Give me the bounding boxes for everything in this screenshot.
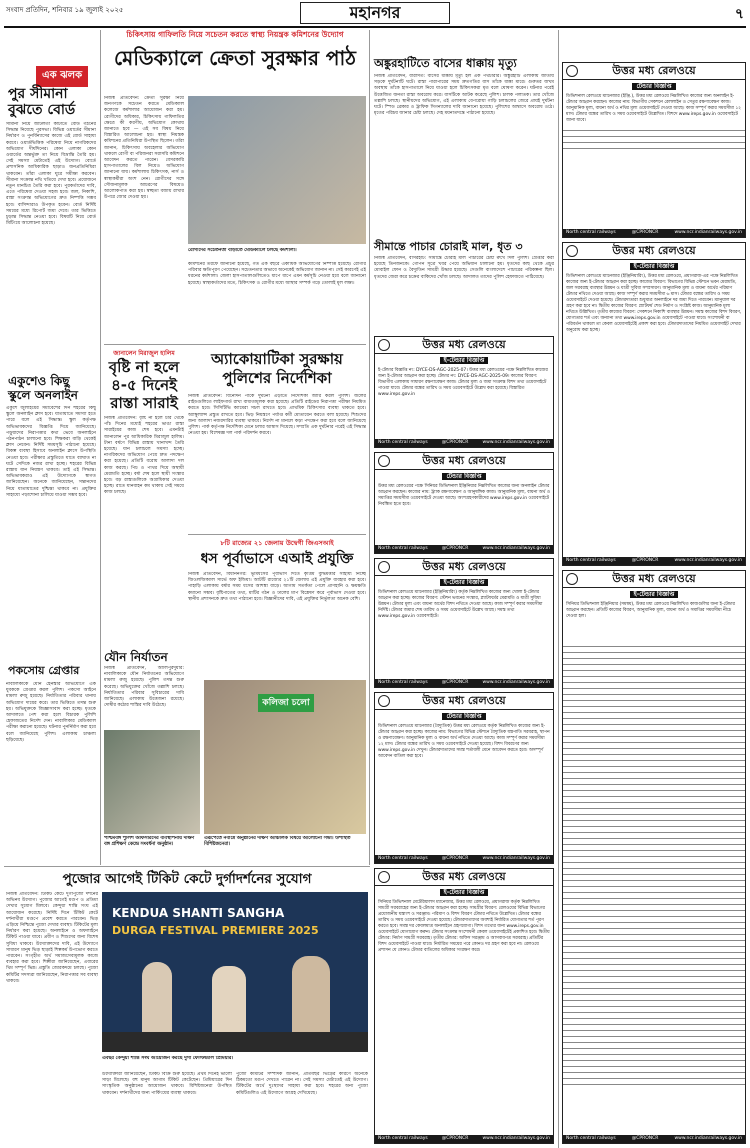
- ad-railway-name: উত্তর মধ্য রেলওয়ে: [422, 337, 506, 351]
- railway-logo-icon: [566, 65, 578, 77]
- ad-tender-label: টেন্ডার বিজ্ঞপ্তি: [442, 473, 485, 480]
- person-figure: [142, 962, 172, 1032]
- railway-ad-7: [562, 570, 746, 1144]
- h-divider: [4, 866, 370, 867]
- dhos-body: নিজস্ব প্রতিবেদন, বিধাননগর: ভূমিধসের পূর্বাভাস দিতে কৃত্রিম বুদ্ধিমত্তার সাহায্য নিচ্ছে জিওলজিক্যাল সার্ভে অফ ইন্ডিয়া। আটটি রাজ্যের ২১টি জেলায় এই প্রযুক্তি ব্যবহার করা হবে। পাহাড়ি এলাকায় বর্ষার সময় ধসের আশঙ্কা বাড়ে। আগাম সতর্কতা পেলে প্রাণহানি ও ক্ষয়ক্ষতি কমানো সম্ভব। বৃষ্টিপাতের তথ্য, মাটির গঠন ও ঢালের মাপ বিশ্লেষণ করে পূর্বাভাস দেওয়া হবে। স্থানীয় প্রশাসনকে দ্রুত তথ্য পাঠানো হবে। বিজ্ঞানীদের দাবি, এই প্রযুক্তির নির্ভুলতা অনেক বেশি।: [188, 572, 366, 602]
- railway-logo-icon: [378, 339, 390, 351]
- assault-body: নিজস্ব প্রতিবেদন, আলিপুরদুয়ার: নাবালিকাকে যৌন নির্যাতনের অভিযোগে মামলা রুজু হয়েছে। পুলিশ তদন্ত শুরু করেছে। অভিযুক্তের খোঁজে তল্লাশি চলছে। নির্যাতিতার পরিবার সুবিচারের দাবি জানিয়েছে। এলাকায় উত্তেজনা রয়েছে। দোষীর কঠোর শাস্তির দাবি উঠেছে।: [104, 666, 184, 709]
- ad-body: সিনিয়র ডিভিশনাল মেটেরিয়ালস ম্যানেজার, উত্তর মধ্য রেলওয়ে, প্রয়াগরাজ কর্তৃক নিম্নলিখিত সামগ্রী সরবরাহের জন্য ই-টেন্ডার আহ্বান করা হচ্ছে। সামগ্রীর বিবরণ: রেলওয়ের বিভিন্ন বিভাগের প্রয়োজনীয় যন্ত্রাংশ ও সরঞ্জাম। পরিমাণ ও বিশদ বিবরণ টেন্ডার নথিতে উল্লেখিত। টেন্ডার বন্ধের তারিখ ও সময় ওয়েবসাইটে দেওয়া হয়েছে। টেন্ডারদাতাদের অবশ্যই নির্ধারিত যোগ্যতার শর্ত পূরণ করতে হবে। সমস্ত দর কেবলমাত্র অনলাইনে গ্রহণযোগ্য। বিশদ তথ্যের জন্য www.ireps.gov.in ওয়েবসাইটে যোগাযোগ করুন। টেন্ডার সংক্রান্ত সংশোধনী কেবল ওয়েবসাইটেই প্রকাশিত হবে। দ্বিতীয় টেন্ডার: নির্মাণ সামগ্রী সরবরাহ। তৃতীয় টেন্ডার: অফিস সরঞ্জাম ও আসবাবপত্র সরবরাহ। প্রতিটির বিশদ ওয়েবসাইটে পাওয়া যাবে। নির্ধারিত সময়ের পরে কোনও দর গ্রহণ করা হবে না। রেলওয়ে প্রশাসন যে কোনও টেন্ডার বাতিলের অধিকার সংরক্ষণ করে।: [378, 900, 550, 953]
- main-title: মেডিক্যালে ক্রেতা সুরক্ষার পাঠ: [113, 46, 356, 70]
- ad-body: ই-টেন্ডার বিজ্ঞপ্তি নং: DYCE-DS-AGC-2025-07। উত্তর মধ্য রেলওয়ের পক্ষে নিম্নলিখিত কাজের জন্য ই-টেন্ডার আহ্বান করা হচ্ছে। টেন্ডার নং: DYCE-DS-AGC-2025-09। কাজের বিবরণ: বিভাগীয় এলাকায় সাধারণ রক্ষণাবেক্ষণ কাজ। টেন্ডার মূল্য ও জমা সংক্রান্ত বিশদ তথ্য ওয়েবসাইটে পাওয়া যাবে। টেন্ডার বন্ধের তারিখ ও সময় ওয়েবসাইটে উল্লেখ করা হয়েছে। বিস্তারিত www.ireps.gov.in: [378, 368, 548, 397]
- ad-footer-site: www.ncr.indianrailways.gov.in: [674, 1136, 742, 1141]
- story2-title-line2: স্কুলে অনলাইন: [8, 388, 78, 402]
- aquatica-title-line1: অ্যাকোয়াটিকা সুরক্ষায়: [211, 350, 343, 368]
- rain-title: [104, 358, 184, 412]
- rain-kicker: জানালেন মিরাজুল হালিম: [113, 350, 175, 357]
- railway-logo-icon: [378, 871, 390, 883]
- ad-railway-name: উত্তর মধ্য রেলওয়ে: [422, 693, 506, 707]
- puja-body-col3: পুজো কমিটির সম্পাদক জানান, প্রতিবছর ভিড়ের কারণে অনেকে ঠিকমতো মণ্ডপ দেখতে পারেন না। সেই সমস্যা মেটাতেই এই উদ্যোগ। টিকিটের অর্থে দুঃস্থদের সাহায্য করা হবে। শহরের অন্য পুজো কমিটিগুলিও এই উদ্যোগে আগ্রহ দেখিয়েছে।: [236, 1072, 368, 1096]
- ad-railway-name: উত্তর মধ্য রেলওয়ে: [612, 571, 696, 585]
- banner-sign: কলিজা চলো: [258, 694, 314, 712]
- puja-banner-line1: KENDUA SHANTI SANGHA: [112, 906, 285, 920]
- puja-body-col2: উদ্যোক্তারা জানিয়েছেন, টিকিট বিক্রি শুরু হয়েছে। প্রথম দিনেই ভালো সাড়া মিলেছে। বহু মানুষ আগাম টিকিট কেটেছেন। প্রিমিয়ারের দিন সাংস্কৃতিক অনুষ্ঠানের আয়োজন থাকবে। বিশিষ্টজনেরা উপস্থিত থাকবেন। দর্শনার্থীদের জন্য পার্কিংয়ের ব্যবস্থা থাকবে।: [102, 1072, 232, 1096]
- column-divider: [100, 30, 101, 865]
- puja-title: পুজোর আগেই টিকিট কেটে দুর্গাদর্শনের সুযোগ: [62, 871, 312, 887]
- ad-footer-site: www.ncr.indianrailways.gov.in: [482, 440, 550, 445]
- h-divider: [188, 534, 366, 535]
- railway-logo-icon: [378, 455, 390, 467]
- ad-etender-label: ই-টেন্ডার বিজ্ঞপ্তি: [440, 889, 489, 896]
- assault-title: যৌন নির্যাতন: [104, 650, 168, 664]
- ad-footer-handle: @CPRONCR: [441, 546, 469, 551]
- page-meta: সংবাদ প্রতিদিন, শনিবার ১৯ জুলাই ২০২৫: [6, 6, 124, 14]
- ad-etender-label: ই-টেন্ডার বিজ্ঞপ্তি: [440, 357, 489, 364]
- ad-railway-name: উত্তর মধ্য রেলওয়ে: [422, 559, 506, 573]
- ad-footer-left: North central railways: [378, 1136, 428, 1141]
- ad-footer-left: North central railways: [566, 558, 616, 563]
- section-title: মহানগর: [300, 2, 450, 24]
- puja-banner-line2: DURGA FESTIVAL PREMIERE 2025: [112, 924, 319, 937]
- left-photo-caption: পশ্চিমবঙ্গ পুলিশ অফিসারদের ব্যবস্থাপনায় দক্ষিণ বঙ্গ প্রশিক্ষণ কেন্দ্রে সংবর্ধনা অনুষ্ঠান।: [104, 836, 195, 847]
- ad-footer-left: North central railways: [566, 1136, 616, 1141]
- main-body-col2: কমিশনের তরফে জানানো হয়েছে, গত এক বছরে একাধিক অভিযোগের নিষ্পত্তি হয়েছে। রোগীর পরিবার ক্ষতিপূরণ পেয়েছেন। সচেতনতার অভাবে অনেকেই অভিযোগ জানান না। সেই কারণেই এই ধরনের কর্মশালা। জেলা হাসপাতালগুলিতেও ধাপে ধাপে এমন কর্মসূচি নেওয়া হবে বলে জানানো হয়েছে। স্বাস্থ্যকর্তাদের মতে, চিকিৎসক ও রোগীর মধ্যে আস্থার সম্পর্ক গড়ে তোলাই মূল লক্ষ্য।: [188, 262, 366, 286]
- dhos-title: ধস পূর্বাভাসে এআই প্রযুক্তি: [200, 551, 354, 567]
- aquatica-body: নিজস্ব প্রতিবেদন: বিনোদন পার্কে দুর্ঘটনা এড়াতে নির্দেশিকা জারি করল পুলিশ। জলের রাইডগুলিতে লাইফগার্ড রাখা বাধ্যতামূলক করা হয়েছে। প্রতিটি রাইডের নিরাপত্তা পরীক্ষা নিয়মিত করতে হবে। সিসিটিভি ক্যামেরা সচল রাখতে হবে। প্রাথমিক চিকিৎসার ব্যবস্থা থাকতে হবে। অ্যাম্বুল্যান্স প্রস্তুত রাখতে হবে। ভিড় নিয়ন্ত্রণে পর্যাপ্ত কর্মী মোতায়েন করতে বলা হয়েছে। শিশুদের জন্য আলাদা নজরদারির ব্যবস্থা থাকবে। নির্দেশ না মানলে কড়া পদক্ষেপ করা হবে বলে জানিয়েছে পুলিশ। পার্ক কর্তৃপক্ষ নির্দেশিকা মেনে চলার আশ্বাস দিয়েছে। সম্প্রতি এক দুর্ঘটনার পরেই এই সিদ্ধান্ত নেওয়া হয়। বিশেষজ্ঞ দল পার্ক পরিদর্শন করবে।: [188, 394, 366, 437]
- rain-title-line1: বৃষ্টি না হলে: [108, 358, 180, 376]
- top-center-title: অঙ্কুরহাটিতে বাসের ধাক্কায় মৃত্যু: [374, 56, 517, 70]
- person-figure: [292, 956, 330, 1032]
- ad-footer-site: www.ncr.indianrailways.gov.in: [482, 680, 550, 685]
- railway-ad-6: [562, 242, 746, 566]
- railway-ad-8: [374, 868, 554, 1144]
- ad-footer-handle: @CPRONCR: [441, 856, 469, 861]
- ad-footer-handle: @CPRONCR: [441, 1136, 469, 1141]
- story2-body: একুশে জুলাইয়ের সমাবেশের দিন শহরের কিছু স্কুলে অনলাইন ক্লাস হবে। যাতায়াতে সমস্যা হতে পারে বলে এই সিদ্ধান্ত। স্কুল কর্তৃপক্ষ অভিভাবকদের বিজ্ঞপ্তি দিয়ে জানিয়েছে। পড়ুয়াদের নিরাপত্তার কথা ভেবে অনলাইনে পঠনপাঠন চালানো হবে। শিক্ষকরা বাড়ি থেকেই ক্লাস নেবেন। নির্দিষ্ট সময়সূচি পাঠানো হয়েছে। বিকল্প ব্যবস্থা হিসাবে অনলাইন ক্লাসে উপস্থিতি নেওয়া হবে। পরীক্ষার প্রস্তুতিতে যাতে ব্যাঘাত না ঘটে সেদিকে নজর রাখা হচ্ছে। শহরের বিভিন্ন রাস্তায় যান নিয়ন্ত্রণ থাকবে। তাই এই সিদ্ধান্ত। অভিভাবকরাও এই উদ্যোগকে স্বাগত জানিয়েছেন। অনেকে জানিয়েছেন, সন্তানদের নিয়ে যাতায়াতের দুশ্চিন্তা থাকবে না। প্রযুক্তির সাহায্যে পড়াশোনা চালিয়ে যাওয়া সম্ভব হবে।: [6, 406, 96, 498]
- ad-body: ডিভিশনাল রেলওয়ে ম্যানেজার (বৈদ্যুতিক) উত্তর মধ্য রেলওয়ে কর্তৃক নিম্নলিখিত কাজের জন্য ই-টেন্ডার আহ্বান করা হচ্ছে। কাজের নাম: বিভাগের বিভিন্ন স্টেশনে বৈদ্যুতিক যন্ত্রপাতি সরবরাহ, স্থাপন ও রক্ষণাবেক্ষণ। আনুমানিক মূল্য ও বায়না অর্থ নথিতে দেওয়া আছে। কাজ সম্পূর্ণ করার সময়সীমা ১২ মাস। টেন্ডার বন্ধের তারিখ ও সময় ওয়েবসাইটে দেওয়া হয়েছে। বিশদ বিবরণের জন্য www.ireps.gov.in দেখুন। টেন্ডারদাতাদের সমস্ত শর্তাবলী মেনে আবেদন করতে হবে। অসম্পূর্ণ আবেদন বাতিল করা হবে।: [378, 724, 550, 759]
- ad-footer-site: www.ncr.indianrailways.gov.in: [482, 1136, 550, 1141]
- aquatica-title-line2: পুলিশের নির্দেশিকা: [222, 369, 332, 387]
- header-rule: [4, 26, 746, 28]
- ad-etender-label: ই-টেন্ডার বিজ্ঞপ্তি: [440, 579, 489, 586]
- column-divider: [369, 30, 370, 865]
- rain-title-line2: ৪-৫ দিনেই: [111, 376, 177, 394]
- ad-body: উত্তর মধ্য রেলওয়ের পক্ষে সিনিয়র ডিভিশনাল ইঞ্জিনিয়ার নিম্নলিখিত কাজের জন্য অনলাইন টেন্ডার আহ্বান করছেন। কাজের নাম: ট্র্যাক রক্ষণাবেক্ষণ ও আনুষঙ্গিক কাজ। আনুমানিক মূল্য, বায়না অর্থ ও সমাপ্তির সময়সীমা ওয়েবসাইটে দেওয়া আছে। অংশগ্রহণকারীদের www.ireps.gov.in ওয়েবসাইটে নিবন্ধিত হতে হবে।: [378, 484, 551, 507]
- ad-footer-handle: @CPRONCR: [631, 558, 659, 563]
- story2-title-line1: একুশেও কিছু: [8, 374, 70, 388]
- ad-railway-name: উত্তর মধ্য রেলওয়ে: [422, 869, 506, 883]
- story3-title: পকসোয় গ্রেপ্তার: [8, 664, 80, 677]
- ad-railway-name: উত্তর মধ্য রেলওয়ে: [612, 243, 696, 257]
- page-number: ৭: [734, 6, 744, 22]
- ad-footer-handle: @CPRONCR: [441, 440, 469, 445]
- ad-footer-site: www.ncr.indianrailways.gov.in: [674, 558, 742, 563]
- ad-railway-name: উত্তর মধ্য রেলওয়ে: [422, 453, 506, 467]
- story1-body: সীমানা নিয়ে জটিলতা কাটাতে বোর্ড গঠনের সিদ্ধান্ত নিয়েছে পুরসভা। বিভিন্ন ওয়ার্ডের সীমানা নির্ধারণ ও পুনর্বিন্যাসের কাজে এই বোর্ড সাহায্য করবে। ওয়ার্ডভিত্তিক পরিষেবা নিয়ে নাগরিকদের অভিযোগ দীর্ঘদিনের। কোন এলাকা কোন ওয়ার্ডের অন্তর্ভুক্ত তা নিয়ে বিভ্রান্তি তৈরি হয়। সেই সমস্যা মেটাতেই এই উদ্যোগ। বোর্ডে প্রশাসনিক আধিকারিক ছাড়াও জনপ্রতিনিধিরা থাকবেন। তাঁরা এলাকা ঘুরে সমীক্ষা করবেন। সীমানা সংক্রান্ত নথি খতিয়ে দেখা হবে। প্রয়োজনে নতুন মানচিত্র তৈরি করা হবে। পুরকর্তাদের দাবি, এতে পরিষেবা দেওয়া সহজ হবে। জল, নিকাশি, রাস্তা সংক্রান্ত অভিযোগের দ্রুত নিষ্পত্তি সম্ভব হবে। বাসিন্দারাও উপকৃত হবেন। বোর্ড নির্দিষ্ট সময়ের মধ্যে রিপোর্ট জমা দেবে। তার ভিত্তিতে চূড়ান্ত সিদ্ধান্ত নেওয়া হবে। বিষয়টি নিয়ে বোর্ড মিটিংয়ে আলোচনা হয়েছে।: [6, 122, 96, 227]
- story1-title-line1: পুর সীমানা: [8, 86, 68, 102]
- story1-title: [8, 86, 75, 118]
- h-divider: [104, 344, 366, 345]
- person-figure: [212, 966, 246, 1032]
- ad-body: ডিভিশনাল রেলওয়ে ম্যানেজার (ইঞ্জিনিয়ারিং), উত্তর মধ্য রেলওয়ে, প্রয়াগরাজ-এর পক্ষে নিম্নলিখিত কাজের জন্য ই-টেন্ডার আহ্বান করা হচ্ছে। কাজের বিবরণ: বিভাগের বিভিন্ন স্টেশনে ভবন মেরামতি, জল সরবরাহ ব্যবস্থার উন্নয়ন ও যাত্রী সুবিধা সম্প্রসারণ। আনুমানিক মূল্য ও বায়না অর্থের পরিমাণ টেন্ডার নথিতে দেওয়া আছে। কাজ সম্পূর্ণ করার সময়সীমা ৬ মাস। টেন্ডার বন্ধের তারিখ ও সময় ওয়েবসাইটে দেওয়া হয়েছে। টেন্ডারদাতারা শুধুমাত্র অনলাইনে দর জমা দিতে পারবেন। ম্যানুয়াল দর গ্রহণ করা হবে না। দ্বিতীয় কাজের বিবরণ: প্ল্যাটফর্ম শেড নির্মাণ ও সংশ্লিষ্ট কাজ। আনুমানিক মূল্য নথিতে উল্লিখিত। তৃতীয় কাজের বিবরণ: সেকশনে নিকাশি ব্যবস্থার উন্নয়ন। সমস্ত কাজের বিশদ বিবরণ, যোগ্যতার শর্ত এবং অন্যান্য তথ্য www.ireps.gov.in ওয়েবসাইটে পাওয়া যাবে। সংশোধনী বা পরিবর্তন থাকলে তা কেবল ওয়েবসাইটেই প্রকাশ করা হবে। টেন্ডারদাতাদের নিয়মিত ওয়েবসাইট দেখার অনুরোধ করা হচ্ছে।: [566, 274, 742, 333]
- ad-footer-left: North central railways: [378, 680, 428, 685]
- right-photo-caption: এরূপেতে নবান্নে অনুষ্ঠানের দক্ষিণ আঞ্চলিক বিষয়ে আলোচনা সভা। উপস্থিত বিশিষ্টজনেরা।: [204, 836, 351, 847]
- ad-footer-site: www.ncr.indianrailways.gov.in: [674, 230, 742, 235]
- ad-etender-label: ই-টেন্ডার বিজ্ঞপ্তি: [630, 591, 679, 598]
- ad-footer-left: North central railways: [566, 230, 616, 235]
- railway-logo-icon: [378, 695, 390, 707]
- railway-ad-5: [562, 62, 746, 238]
- dhos-kicker: ৮টি রাজ্যের ২১ জেলায় উদ্বেগী জিএসআই: [220, 539, 334, 547]
- story2-title: [8, 374, 78, 402]
- railway-ad-2: [374, 452, 554, 554]
- smuggling-title: সীমান্তে পাচার চোরাই মাল, ধৃত ৩: [374, 240, 523, 253]
- aquatica-title: [188, 350, 366, 388]
- puja-photo-caption: এবছর কেন্দুয়া শান্তি সংঘ আয়োজন করছে দুর্গা ফেস্টিভ্যাল প্রিমিয়ার।: [102, 1056, 234, 1061]
- puja-body-col1: নিজস্ব প্রতিবেদন: টিকিট কেটে দুর্গাপুজো দর্শনের অভিনব উদ্যোগ। পুজোর আগেই মণ্ডপ ও প্রতিমা দেখার সুযোগ মিলবে। কেন্দুয়া শান্তি সংঘ এই আয়োজন করেছে। নির্দিষ্ট দিনে টিকিট কেটে দর্শনার্থীরা মণ্ডপে প্রবেশ করতে পারবেন। ভিড় এড়িয়ে নিশ্চিন্তে পুজো দেখার ব্যবস্থা। টিকিটের মূল্য নির্ধারণ করা হয়েছে। অনলাইনে ও অফলাইনে টিকিট পাওয়া যাবে। প্রবীণ ও শিশুদের জন্য বিশেষ সুবিধা থাকবে। উদ্যোক্তাদের দাবি, এই উদ্যোগে সাধারণ মানুষ ভিড় ছাড়াই শিল্পকর্ম উপভোগ করতে পারবেন। সংগৃহীত অর্থ সমাজসেবামূলক কাজে ব্যবহার করা হবে। শিল্পীরা জানিয়েছেন, এবারের থিম সম্পূর্ণ ভিন্ন। প্রস্তুতি জোরকদমে চলছে। পুজো কমিটির সদস্যরা জানিয়েছেন, নিরাপত্তার সব ব্যবস্থা থাকবে।: [6, 892, 98, 984]
- ad-footer-handle: @CPRONCR: [631, 230, 659, 235]
- top-center-body: নিজস্ব প্রতিবেদন, বারাসত: বাসের ধাক্কায় মৃত্যু হল এক পথচারীর। অঙ্কুরহাটি এলাকায় জাতীয় সড়কে দুর্ঘটনাটি ঘটে। রাস্তা পারাপারের সময় দ্রুতগতির বাস তাঁকে ধাক্কা মারে। গুরুতর জখম অবস্থায় তাঁকে হাসপাতালে নিয়ে যাওয়া হলে চিকিৎসকরা মৃত বলে ঘোষণা করেন। ঘটনার পরেই উত্তেজিত জনতা রাস্তা অবরোধ করে। বাসটিকে আটক করেছে পুলিশ। চালক পলাতক। তার খোঁজে তল্লাশি চলছে। স্থানীয়দের অভিযোগ, এই এলাকায় বেপরোয়া গাড়ি চলাচলের জেরে প্রায়ই দুর্ঘটনা ঘটে। স্পিড ব্রেকার ও ট্রাফিক সিগন্যালের দাবি জানানো হয়েছে। পুলিশের আশ্বাসে অবরোধ ওঠে। মৃতের পরিচয় জানার চেষ্টা চলছে। দেহ ময়নাতদন্তে পাঠানো হয়েছে।: [374, 74, 554, 117]
- ad-body: ডিভিশনাল রেলওয়ে ম্যানেজার (ইঞ্জি.), উত্তর মধ্য রেলওয়ে নিম্নলিখিত কাজের জন্য অনলাইন ই-টেন্ডার আহ্বান করছেন। কাজের নাম: বিভাগীয় সেকশনে রেললাইন ও সেতুর রক্ষণাবেক্ষণ কাজ। আনুমানিক মূল্য, বায়না অর্থ ও নথির মূল্য ওয়েবসাইটে দেওয়া আছে। কাজ সম্পূর্ণ করার সময়সীমা ১২ মাস। টেন্ডার বন্ধের তারিখ ও সময় ওয়েবসাইটে উল্লেখিত। বিশদে www.ireps.gov.in ওয়েবসাইটে জানা যাবে।: [566, 94, 742, 123]
- ek-jhalak-tag: এক ঝলক: [36, 66, 88, 87]
- main-kicker: চিকিৎসায় গাফিলতি নিয়ে সচেতন করতে স্বাস্থ্য নিয়ন্ত্রক কমিশনের উদ্যোগ: [126, 30, 344, 39]
- railway-logo-icon: [378, 561, 390, 573]
- railway-ad-4: [374, 692, 554, 864]
- ad-tender-label: টেন্ডার বিজ্ঞপ্তি: [632, 83, 675, 90]
- main-body-col1: নিজস্ব প্রতিবেদন: ক্রেতা সুরক্ষা নিয়ে জনগণকে সচেতন করতে মেডিক্যাল কলেজে কর্মশালার আয়োজন করা হয়। রোগীদের অধিকার, চিকিৎসায় গাফিলতির ক্ষেত্রে কী করণীয়, অভিযোগ কোথায় জানাতে হবে — এই সব বিষয় নিয়ে বিস্তারিত আলোচনা হয়। স্বাস্থ্য নিয়ন্ত্রক কমিশনের প্রতিনিধিরা উপস্থিত ছিলেন। তাঁরা জানান, চিকিৎসায় অবহেলার অভিযোগ থাকলে রোগী বা পরিজনরা সরাসরি কমিশনে আবেদন করতে পারেন। বেসরকারি হাসপাতালের বিল নিয়েও অভিযোগ জানানো যায়। কর্মশালায় চিকিৎসক, নার্স ও স্বাস্থ্যকর্মীরা অংশ নেন। রোগীদের সঙ্গে সৌজন্যমূলক আচরণের বিষয়েও আলোকপাত করা হয়। স্বচ্ছতা বজায় রাখার উপরে জোর দেওয়া হয়।: [104, 96, 184, 201]
- ad-body: ডিভিশনাল রেলওয়ে ম্যানেজার (ইঞ্জিনিয়ারিং) কর্তৃক নিম্নলিখিত কাজের জন্য খোলা ই-টেন্ডার আহ্বান করা হচ্ছে। কাজের বিবরণ: স্টেশন ভবনের সংস্কার, প্ল্যাটফর্মের মেরামতি ও যাত্রী সুবিধা উন্নয়ন। টেন্ডার মূল্য এবং বায়না অর্থের বিশদ নথিতে দেওয়া আছে। কাজ সম্পূর্ণ করার সময়সীমা নির্দিষ্ট। টেন্ডার জমার শেষ তারিখ ও সময় ওয়েবসাইটে উল্লেখ আছে। সমস্ত তথ্য www.ireps.gov.in ওয়েবসাইটে।: [378, 590, 543, 619]
- smuggling-body: নিজস্ব প্রতিবেদন, বসিরহাট: সীমান্তে চোরাই মাল পাচারের চেষ্টা রুখে দিল পুলিশ। গ্রেপ্তার করা হয়েছে তিনজনকে। গোপন সূত্রে খবর পেয়ে অভিযান চালানো হয়। ধৃতদের কাছ থেকে প্রচুর মোবাইল ফোন ও বৈদ্যুতিন সামগ্রী উদ্ধার হয়েছে। সেগুলি বাংলাদেশে পাচারের পরিকল্পনা ছিল। ধৃতদের জেরা করে চক্রের বাকিদের খোঁজ চলছে। আদালত তাদের পুলিশ হেফাজতে পাঠিয়েছে।: [374, 256, 554, 280]
- railway-logo-icon: [566, 245, 578, 257]
- ad-etender-label: ই-টেন্ডার বিজ্ঞপ্তি: [630, 263, 679, 270]
- railway-ad-3: [374, 558, 554, 688]
- puja-banner-photo: [102, 892, 368, 1052]
- story3-body: নাবালিকাকে যৌন হেনস্তার অভিযোগে এক যুবককে গ্রেপ্তার করল পুলিশ। পকসো আইনে মামলা রুজু হয়েছে। নির্যাতিতার পরিবার থানায় অভিযোগ দায়ের করে। তার ভিত্তিতে তদন্ত শুরু হয়। অভিযুক্তকে জিজ্ঞাসাবাদ করা হচ্ছে। ধৃতকে আদালতে পেশ করা হলে বিচারক পুলিশি হেফাজতের নির্দেশ দেন। নাবালিকার মেডিক্যাল পরীক্ষা করানো হয়েছে। ঘটনার পুনর্নির্মাণ করা হবে বলে জানিয়েছে পুলিশ। এলাকায় চাঞ্চল্য ছড়িয়েছে।: [6, 682, 96, 743]
- ad-footer-handle: @CPRONCR: [631, 1136, 659, 1141]
- ad-footer-site: www.ncr.indianrailways.gov.in: [482, 546, 550, 551]
- column-divider: [558, 30, 559, 1148]
- table-bar: [102, 1032, 368, 1052]
- main-photo-caption: রোগীদের সচেতনতা বাড়াতে মেডিক্যালে চলছে কর্মশালা।: [188, 248, 297, 253]
- ad-footer-left: North central railways: [378, 546, 428, 551]
- rain-title-line3: রাস্তা সারাই: [110, 394, 178, 412]
- railway-logo-icon: [566, 573, 578, 585]
- rain-body: নিজস্ব প্রতিবেদন: বৃষ্টি না হলে চার থেকে পাঁচ দিনের মধ্যেই শহরের ভাঙা রাস্তা সারাইয়ের কাজ শেষ হবে। এমনটাই জানালেন পুর আধিকারিক মিরাজুল হালিম। টানা বর্ষণে বিভিন্ন রাস্তায় খানাখন্দ তৈরি হয়েছে। যান চলাচলে সমস্যা হচ্ছে। নাগরিকদের অভিযোগ পেয়ে দ্রুত পদক্ষেপ করা হয়েছে। প্রতিটি বরোয় আলাদা দল কাজ করছে। পিচ ও পাথর দিয়ে অস্থায়ী মেরামতি হচ্ছে। বর্ষা শেষ হলে স্থায়ী সংস্কার হবে। বড় রাস্তাগুলিকে অগ্রাধিকার দেওয়া হচ্ছে। রাতে যানবাহন কম থাকায় সেই সময়ে কাজ চলছে।: [104, 416, 184, 496]
- ad-footer-left: North central railways: [378, 440, 428, 445]
- railway-ad-1: [374, 336, 554, 448]
- story1-title-line2: বুঝতে বোর্ড: [8, 102, 76, 118]
- ad-footer-handle: @CPRONCR: [441, 680, 469, 685]
- ad-footer-left: North central railways: [378, 856, 428, 861]
- ad-body: সিনিয়র ডিভিশনাল ইঞ্জিনিয়ার (সমন্বয়), উত্তর মধ্য রেলওয়ে নিম্নলিখিত কাজগুলির জন্য ই-টেন্ডার আহ্বান করছেন। প্রতিটি কাজের বিবরণ, আনুমানিক মূল্য, বায়না অর্থ ও সমাপ্তির সময়সীমা নীচে দেওয়া হল।: [566, 602, 735, 619]
- main-photo: [188, 96, 366, 244]
- ad-railway-name: উত্তর মধ্য রেলওয়ে: [612, 63, 696, 77]
- ad-footer-site: www.ncr.indianrailways.gov.in: [482, 856, 550, 861]
- ad-tender-label: টেন্ডার বিজ্ঞপ্তি: [442, 713, 485, 720]
- left-photo: [104, 730, 200, 834]
